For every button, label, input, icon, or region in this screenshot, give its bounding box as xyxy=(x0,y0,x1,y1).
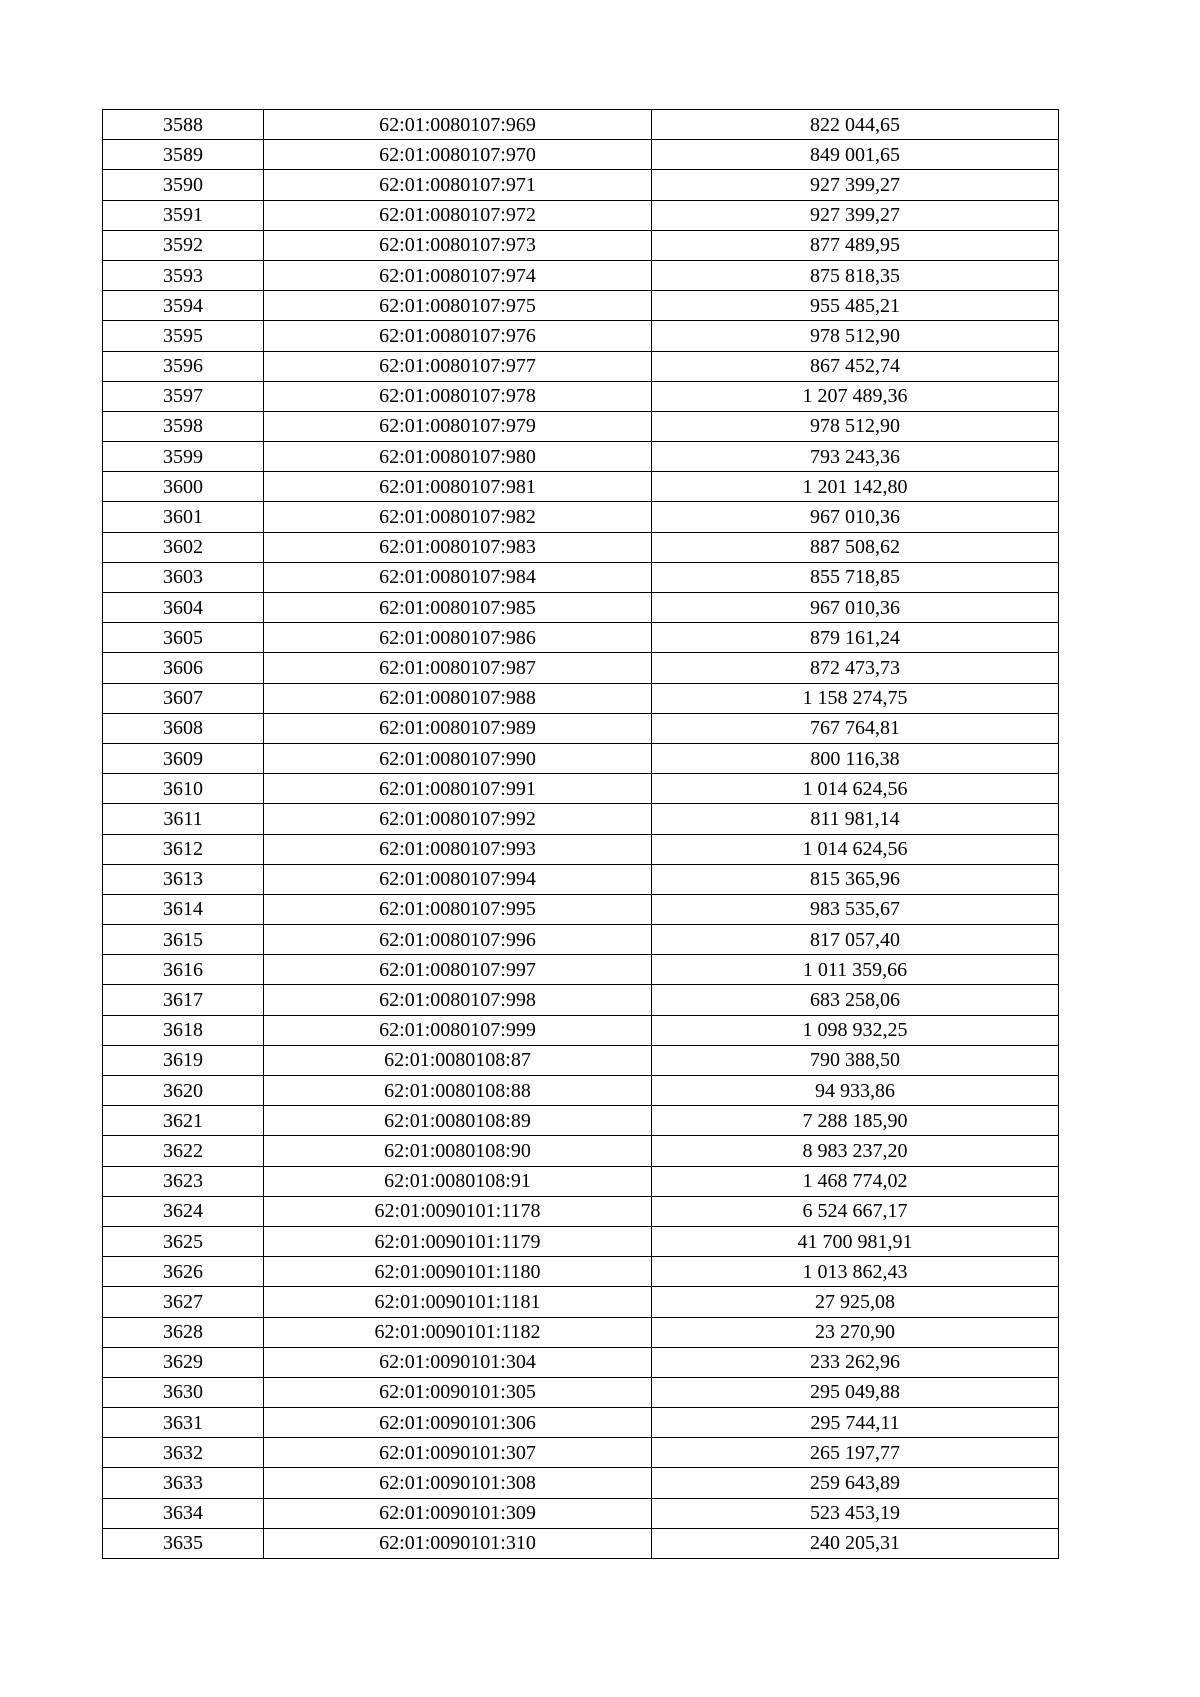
table-row xyxy=(103,1136,1059,1166)
row-number-cell: 3599 xyxy=(103,442,264,472)
table-row xyxy=(103,170,1059,200)
table-row xyxy=(103,743,1059,773)
table-row xyxy=(103,593,1059,623)
cadastral-value-cell: 233 262,96 xyxy=(652,1347,1059,1377)
cadastral-number-cell: 62:01:0080107:992 xyxy=(264,804,652,834)
table-row xyxy=(103,1468,1059,1498)
cadastral-number-cell: 62:01:0080107:995 xyxy=(264,894,652,924)
cadastral-number-cell: 62:01:0080107:970 xyxy=(264,140,652,170)
row-number-cell: 3602 xyxy=(103,532,264,562)
cadastral-number-cell: 62:01:0080107:984 xyxy=(264,562,652,592)
table-row xyxy=(103,1347,1059,1377)
cadastral-value-cell: 1 098 932,25 xyxy=(652,1015,1059,1045)
cadastral-number-cell: 62:01:0080107:971 xyxy=(264,170,652,200)
cadastral-number-cell: 62:01:0090101:1181 xyxy=(264,1287,652,1317)
cadastral-number-cell: 62:01:0080107:981 xyxy=(264,472,652,502)
cadastral-number-cell: 62:01:0080107:999 xyxy=(264,1015,652,1045)
table-row xyxy=(103,472,1059,502)
cadastral-value-cell: 767 764,81 xyxy=(652,713,1059,743)
cadastral-number-cell: 62:01:0080108:87 xyxy=(264,1045,652,1075)
cadastral-value-cell: 8 983 237,20 xyxy=(652,1136,1059,1166)
table-row xyxy=(103,774,1059,804)
cadastral-value-cell: 927 399,27 xyxy=(652,200,1059,230)
cadastral-number-cell: 62:01:0080107:972 xyxy=(264,200,652,230)
row-number-cell: 3595 xyxy=(103,321,264,351)
table-row xyxy=(103,502,1059,532)
table-row xyxy=(103,532,1059,562)
cadastral-number-cell: 62:01:0090101:1179 xyxy=(264,1226,652,1256)
table-row xyxy=(103,1257,1059,1287)
table-row xyxy=(103,1498,1059,1528)
cadastral-number-cell: 62:01:0080107:990 xyxy=(264,743,652,773)
row-number-cell: 3615 xyxy=(103,925,264,955)
table-row xyxy=(103,1317,1059,1347)
cadastral-number-cell: 62:01:0080107:997 xyxy=(264,955,652,985)
table-row xyxy=(103,834,1059,864)
row-number-cell: 3603 xyxy=(103,562,264,592)
row-number-cell: 3590 xyxy=(103,170,264,200)
row-number-cell: 3606 xyxy=(103,653,264,683)
row-number-cell: 3622 xyxy=(103,1136,264,1166)
cadastral-number-cell: 62:01:0080107:975 xyxy=(264,291,652,321)
cadastral-number-cell: 62:01:0080107:998 xyxy=(264,985,652,1015)
cadastral-value-cell: 849 001,65 xyxy=(652,140,1059,170)
row-number-cell: 3607 xyxy=(103,683,264,713)
cadastral-value-cell: 23 270,90 xyxy=(652,1317,1059,1347)
row-number-cell: 3608 xyxy=(103,713,264,743)
cadastral-number-cell: 62:01:0090101:309 xyxy=(264,1498,652,1528)
cadastral-number-cell: 62:01:0080107:996 xyxy=(264,925,652,955)
cadastral-value-cell: 822 044,65 xyxy=(652,110,1059,140)
cadastral-value-cell: 872 473,73 xyxy=(652,653,1059,683)
cadastral-value-cell: 1 014 624,56 xyxy=(652,774,1059,804)
cadastral-number-cell: 62:01:0080107:980 xyxy=(264,442,652,472)
cadastral-value-cell: 855 718,85 xyxy=(652,562,1059,592)
cadastral-number-cell: 62:01:0080107:977 xyxy=(264,351,652,381)
row-number-cell: 3589 xyxy=(103,140,264,170)
row-number-cell: 3618 xyxy=(103,1015,264,1045)
cadastral-number-cell: 62:01:0080107:974 xyxy=(264,260,652,290)
cadastral-value-cell: 983 535,67 xyxy=(652,894,1059,924)
row-number-cell: 3593 xyxy=(103,260,264,290)
row-number-cell: 3600 xyxy=(103,472,264,502)
cadastral-value-cell: 27 925,08 xyxy=(652,1287,1059,1317)
cadastral-number-cell: 62:01:0080107:989 xyxy=(264,713,652,743)
cadastral-value-cell: 875 818,35 xyxy=(652,260,1059,290)
cadastral-value-cell: 295 049,88 xyxy=(652,1377,1059,1407)
cadastral-number-cell: 62:01:0090101:1180 xyxy=(264,1257,652,1287)
cadastral-value-cell: 265 197,77 xyxy=(652,1438,1059,1468)
cadastral-value-cell: 683 258,06 xyxy=(652,985,1059,1015)
cadastral-value-cell: 1 014 624,56 xyxy=(652,834,1059,864)
cadastral-number-cell: 62:01:0080107:976 xyxy=(264,321,652,351)
row-number-cell: 3614 xyxy=(103,894,264,924)
cadastral-number-cell: 62:01:0080107:979 xyxy=(264,411,652,441)
table-row xyxy=(103,200,1059,230)
cadastral-number-cell: 62:01:0080107:969 xyxy=(264,110,652,140)
table-row xyxy=(103,1196,1059,1226)
table-row xyxy=(103,653,1059,683)
cadastral-number-cell: 62:01:0090101:305 xyxy=(264,1377,652,1407)
table-row xyxy=(103,321,1059,351)
table-row xyxy=(103,351,1059,381)
cadastral-number-cell: 62:01:0080108:91 xyxy=(264,1166,652,1196)
table-row xyxy=(103,1377,1059,1407)
cadastral-number-cell: 62:01:0090101:1182 xyxy=(264,1317,652,1347)
row-number-cell: 3630 xyxy=(103,1377,264,1407)
cadastral-value-cell: 6 524 667,17 xyxy=(652,1196,1059,1226)
cadastral-number-cell: 62:01:0080108:90 xyxy=(264,1136,652,1166)
table-row xyxy=(103,291,1059,321)
cadastral-number-cell: 62:01:0080107:986 xyxy=(264,623,652,653)
row-number-cell: 3620 xyxy=(103,1076,264,1106)
cadastral-value-cell: 815 365,96 xyxy=(652,864,1059,894)
cadastral-value-cell: 879 161,24 xyxy=(652,623,1059,653)
cadastral-number-cell: 62:01:0080107:991 xyxy=(264,774,652,804)
table-row xyxy=(103,1408,1059,1438)
table-row xyxy=(103,894,1059,924)
cadastral-value-cell: 295 744,11 xyxy=(652,1408,1059,1438)
cadastral-value-cell: 94 933,86 xyxy=(652,1076,1059,1106)
table-row xyxy=(103,260,1059,290)
row-number-cell: 3626 xyxy=(103,1257,264,1287)
cadastral-number-cell: 62:01:0080107:978 xyxy=(264,381,652,411)
cadastral-number-cell: 62:01:0080107:994 xyxy=(264,864,652,894)
cadastral-value-cell: 7 288 185,90 xyxy=(652,1106,1059,1136)
cadastral-value-cell: 1 011 359,66 xyxy=(652,955,1059,985)
cadastral-value-cell: 1 201 142,80 xyxy=(652,472,1059,502)
cadastral-number-cell: 62:01:0080108:89 xyxy=(264,1106,652,1136)
table-row xyxy=(103,985,1059,1015)
row-number-cell: 3624 xyxy=(103,1196,264,1226)
row-number-cell: 3632 xyxy=(103,1438,264,1468)
cadastral-number-cell: 62:01:0090101:304 xyxy=(264,1347,652,1377)
row-number-cell: 3616 xyxy=(103,955,264,985)
cadastral-value-cell: 811 981,14 xyxy=(652,804,1059,834)
row-number-cell: 3619 xyxy=(103,1045,264,1075)
row-number-cell: 3591 xyxy=(103,200,264,230)
row-number-cell: 3627 xyxy=(103,1287,264,1317)
cadastral-value-cell: 41 700 981,91 xyxy=(652,1226,1059,1256)
table-row xyxy=(103,110,1059,140)
table-row xyxy=(103,1015,1059,1045)
table-row xyxy=(103,140,1059,170)
row-number-cell: 3597 xyxy=(103,381,264,411)
table-body xyxy=(103,110,1059,1559)
cadastral-value-cell: 259 643,89 xyxy=(652,1468,1059,1498)
row-number-cell: 3598 xyxy=(103,411,264,441)
table-row xyxy=(103,864,1059,894)
row-number-cell: 3609 xyxy=(103,743,264,773)
table-row xyxy=(103,1166,1059,1196)
row-number-cell: 3613 xyxy=(103,864,264,894)
table-row xyxy=(103,623,1059,653)
row-number-cell: 3635 xyxy=(103,1528,264,1558)
cadastral-value-cell: 523 453,19 xyxy=(652,1498,1059,1528)
row-number-cell: 3634 xyxy=(103,1498,264,1528)
cadastral-number-cell: 62:01:0090101:307 xyxy=(264,1438,652,1468)
row-number-cell: 3612 xyxy=(103,834,264,864)
cadastral-value-cell: 887 508,62 xyxy=(652,532,1059,562)
cadastral-value-cell: 800 116,38 xyxy=(652,743,1059,773)
row-number-cell: 3592 xyxy=(103,230,264,260)
cadastral-value-cell: 877 489,95 xyxy=(652,230,1059,260)
row-number-cell: 3633 xyxy=(103,1468,264,1498)
row-number-cell: 3621 xyxy=(103,1106,264,1136)
cadastral-number-cell: 62:01:0080107:993 xyxy=(264,834,652,864)
table-row xyxy=(103,1076,1059,1106)
cadastral-value-cell: 978 512,90 xyxy=(652,411,1059,441)
cadastral-number-cell: 62:01:0080107:973 xyxy=(264,230,652,260)
cadastral-value-cell: 793 243,36 xyxy=(652,442,1059,472)
cadastral-value-cell: 1 207 489,36 xyxy=(652,381,1059,411)
table-row xyxy=(103,955,1059,985)
cadastral-value-cell: 978 512,90 xyxy=(652,321,1059,351)
table-row xyxy=(103,1287,1059,1317)
cadastral-value-cell: 955 485,21 xyxy=(652,291,1059,321)
cadastral-value-cell: 967 010,36 xyxy=(652,593,1059,623)
row-number-cell: 3611 xyxy=(103,804,264,834)
cadastral-number-cell: 62:01:0080107:985 xyxy=(264,593,652,623)
cadastral-number-cell: 62:01:0080107:987 xyxy=(264,653,652,683)
table-row xyxy=(103,713,1059,743)
table-row xyxy=(103,1045,1059,1075)
table-row xyxy=(103,230,1059,260)
cadastral-number-cell: 62:01:0080107:988 xyxy=(264,683,652,713)
cadastral-number-cell: 62:01:0090101:308 xyxy=(264,1468,652,1498)
cadastral-number-cell: 62:01:0080107:982 xyxy=(264,502,652,532)
table-row xyxy=(103,411,1059,441)
table-row xyxy=(103,1438,1059,1468)
cadastral-number-cell: 62:01:0090101:310 xyxy=(264,1528,652,1558)
table-row xyxy=(103,804,1059,834)
cadastral-number-cell: 62:01:0090101:306 xyxy=(264,1408,652,1438)
row-number-cell: 3610 xyxy=(103,774,264,804)
row-number-cell: 3631 xyxy=(103,1408,264,1438)
table-row xyxy=(103,1226,1059,1256)
cadastral-number-cell: 62:01:0080107:983 xyxy=(264,532,652,562)
cadastral-value-cell: 817 057,40 xyxy=(652,925,1059,955)
cadastral-value-cell: 1 468 774,02 xyxy=(652,1166,1059,1196)
row-number-cell: 3625 xyxy=(103,1226,264,1256)
cadastral-number-cell: 62:01:0090101:1178 xyxy=(264,1196,652,1226)
cadastral-value-table xyxy=(102,109,1059,1559)
table-row xyxy=(103,562,1059,592)
cadastral-value-cell: 1 013 862,43 xyxy=(652,1257,1059,1287)
table-row xyxy=(103,925,1059,955)
row-number-cell: 3594 xyxy=(103,291,264,321)
table-row xyxy=(103,1106,1059,1136)
table-row xyxy=(103,1528,1059,1558)
table-row xyxy=(103,683,1059,713)
table-row xyxy=(103,442,1059,472)
table-row xyxy=(103,381,1059,411)
row-number-cell: 3605 xyxy=(103,623,264,653)
row-number-cell: 3604 xyxy=(103,593,264,623)
cadastral-value-cell: 867 452,74 xyxy=(652,351,1059,381)
row-number-cell: 3596 xyxy=(103,351,264,381)
cadastral-number-cell: 62:01:0080108:88 xyxy=(264,1076,652,1106)
cadastral-value-cell: 790 388,50 xyxy=(652,1045,1059,1075)
row-number-cell: 3623 xyxy=(103,1166,264,1196)
cadastral-value-cell: 927 399,27 xyxy=(652,170,1059,200)
cadastral-value-cell: 967 010,36 xyxy=(652,502,1059,532)
row-number-cell: 3629 xyxy=(103,1347,264,1377)
cadastral-value-cell: 240 205,31 xyxy=(652,1528,1059,1558)
row-number-cell: 3617 xyxy=(103,985,264,1015)
row-number-cell: 3588 xyxy=(103,110,264,140)
row-number-cell: 3628 xyxy=(103,1317,264,1347)
row-number-cell: 3601 xyxy=(103,502,264,532)
cadastral-value-cell: 1 158 274,75 xyxy=(652,683,1059,713)
